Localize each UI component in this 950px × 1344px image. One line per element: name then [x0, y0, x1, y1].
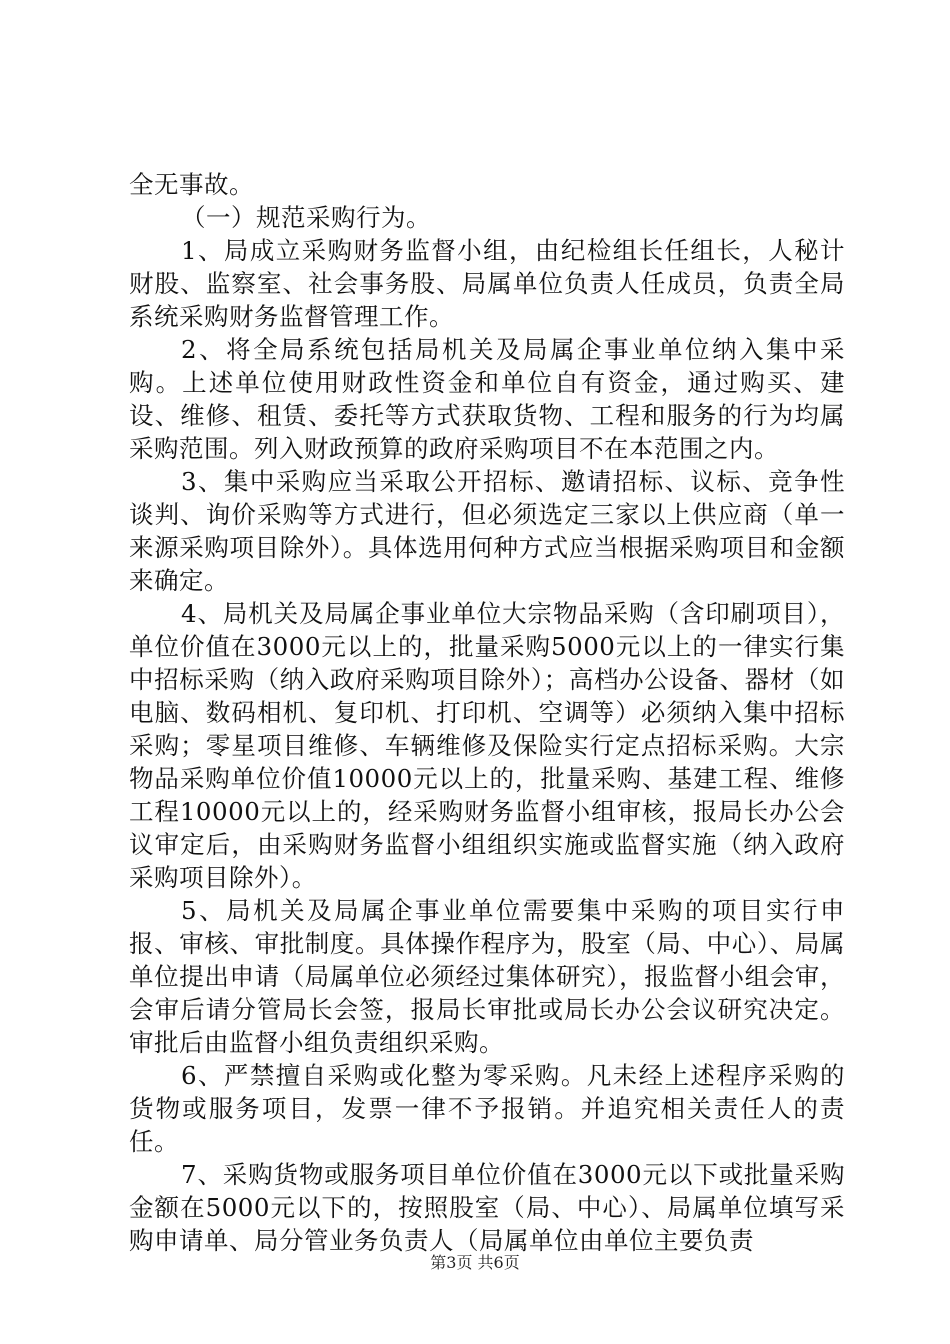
- paragraph-item-3: 3、集中采购应当采取公开招标、邀请招标、议标、竞争性谈判、询价采购等方式进行，但必须选定三家以上供应商（单一来源采购项目除外）。具体选用何种方式应当根据采购项目和金额来确定。: [129, 467, 845, 595]
- section-heading: （一）规范采购行为。: [181, 203, 431, 232]
- document-body: [129, 168, 845, 1257]
- paragraph-item-7: 7、采购货物或服务项目单位价值在3000元以下或批量采购金额在5000元以下的，按照股室（局、中心）、局属单位填写采购申请单、局分管业务负责人（局属单位由单位主要负责: [129, 1160, 845, 1255]
- paragraph-item-6: 6、严禁擅自采购或化整为零采购。凡未经上述程序采购的货物或服务项目，发票一律不予报销。并追究相关责任人的责任。: [129, 1061, 845, 1156]
- page-footer: 第3页 共6页: [430, 1253, 520, 1272]
- paragraph-continuation: 全无事故。: [129, 170, 254, 199]
- paragraph-item-1: 1、局成立采购财务监督小组，由纪检组长任组长，人秘计财股、监察室、社会事务股、局属单位负责人任成员，负责全局系统采购财务监督管理工作。: [129, 236, 845, 331]
- paragraph-item-4: 4、局机关及局属企事业单位大宗物品采购（含印刷项目），单位价值在3000元以上的，批量采购5000元以上的一律实行集中招标采购（纳入政府采购项目除外）；高档办公设备、器材（如电脑、数码相机、复印机、打印机、空调等）必须纳入集中招标采购；零星项目维修、车辆维修及保险实行定点招标采购。大宗物品采购单位价值10000元以上的，批量采购、基建工程、维修工程10000元以上的，经采购财务监督小组审核，报局长办公会议审定后，由采购财务监督小组组织实施或监督实施（纳入政府采购项目除外）。: [129, 599, 845, 892]
- paragraph-item-2: 2、将全局系统包括局机关及局属企事业单位纳入集中采购。上述单位使用财政性资金和单位自有资金，通过购买、建设、维修、租赁、委托等方式获取货物、工程和服务的行为均属采购范围。列入财政预算的政府采购项目不在本范围之内。: [129, 335, 845, 463]
- paragraph-item-5: 5、局机关及局属企事业单位需要集中采购的项目实行申报、审核、审批制度。具体操作程序为，股室（局、中心）、局属单位提出申请（局属单位必须经过集体研究），报监督小组会审，会审后请分管局长会签，报局长审批或局长办公会议研究决定。审批后由监督小组负责组织采购。: [129, 896, 845, 1057]
